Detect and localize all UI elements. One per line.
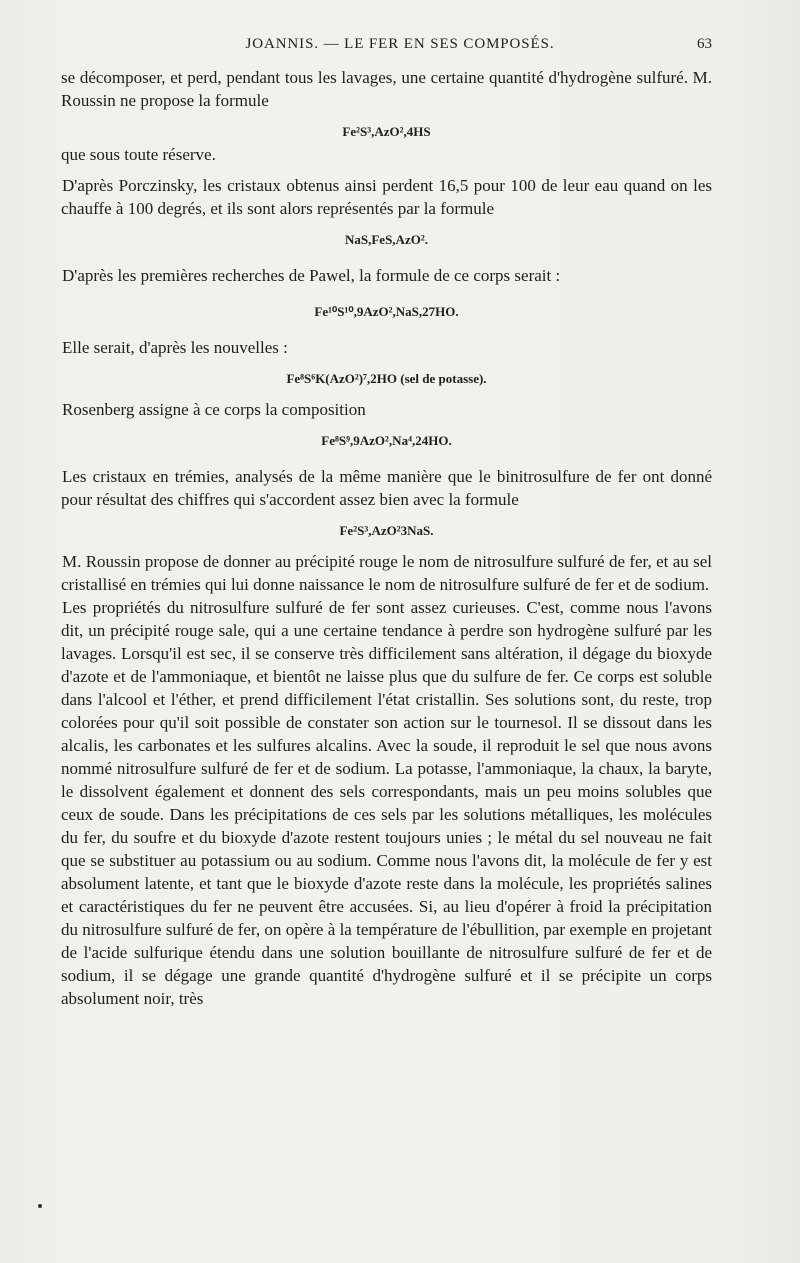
- page-header: [0, 36, 800, 60]
- paragraph-1: se décomposer, et perd, pendant tous les lavages, une certaine quantité d'hydrogène sulfuré. M. Roussin ne propose la formule: [61, 68, 712, 110]
- paragraph-5: Elle serait, d'après les nouvelles :: [62, 338, 288, 357]
- paragraph-8: M. Roussin propose de donner au précipité rouge le nom de nitrosulfure sulfuré de fer, et au sel cristallisé en trémies qui lui donne naissance le nom de nitrosulfure sulfuré de fer et de sodium.: [61, 552, 712, 594]
- formula-4: Fe⁸S⁶K(AzO²)⁷,2HO (sel de potasse).: [286, 371, 487, 386]
- formula-2: NaS,FeS,AzO².: [345, 232, 428, 247]
- formula-5: Fe⁸S⁹,9AzO²,Na⁴,24HO.: [321, 433, 452, 448]
- formula-3: Fe¹⁰S¹⁰,9AzO²,NaS,27HO.: [314, 304, 459, 319]
- paragraph-4: D'après les premières recherches de Pawel, la formule de ce corps serait :: [62, 266, 561, 285]
- formula-6: Fe²S³,AzO²3NaS.: [339, 523, 434, 538]
- paragraph-6: Rosenberg assigne à ce corps la composition: [62, 400, 366, 419]
- page-body: [61, 66, 712, 1010]
- paragraph-2: que sous toute réserve.: [61, 145, 216, 164]
- running-head: JOANNIS. — LE FER EN SES COMPOSÉS.: [245, 36, 555, 52]
- page-number: 63: [697, 36, 712, 52]
- paragraph-7: Les cristaux en trémies, analysés de la même manière que le binitrosulfure de fer ont donné pour résultat des chiffres qui s'accordent assez bien avec la formule: [61, 467, 712, 509]
- formula-1: Fe²S³,AzO²,4HS: [342, 124, 431, 139]
- paragraph-9: Les propriétés du nitrosulfure sulfuré de fer sont assez curieuses. C'est, comme nous l'avons dit, un précipité rouge sale, qui a une certaine tendance à perdre son hydrogène sulfuré par les lavages. Lorsqu'il est sec, il se conserve très difficilement sans altération, il dégage du bioxyde d'azote et de l'ammoniaque, et bientôt ne laisse plus que du sulfure de fer. Ce corps est soluble dans l'alcool et l'éther, et prend difficilement l'état cristallin. Ses solutions sont, du reste, trop colorées pour qu'il soit possible de constater son action sur le tournesol. Il se dissout dans les alcalis, les carbonates et les sulfures alcalins. Avec la soude, il reproduit le sel que nous avons nommé nitrosulfure sulfuré de fer et de sodium. La potasse, l'ammoniaque, la chaux, la baryte, le dissolvent également et donnent des sels correspondants, mais un peu moins solubles que ceux de soude. Dans les précipitations de ces sels par les solutions métalliques, les molécules du fer, du soufre et du bioxyde d'azote restent toujours unies ; le métal du sel nouveau ne fait que se substituer au potassium ou au sodium. Comme nous l'avons dit, la molécule de fer y est absolument latente, et tant que le bioxyde d'azote reste dans la molécule, les propriétés salines et caractéristiques du fer ne peuvent être accusées. Si, au lieu d'opérer à froid la précipitation du nitrosulfure sulfuré de fer, on opère à la température de l'ébullition, par exemple en projetant de l'acide sulfurique étendu dans une solution bouillante de nitrosulfure sulfuré de fer et de sodium, il se dégage une grande quantité d'hydrogène sulfuré et il se précipite un corps absolument noir, très: [61, 598, 712, 1008]
- paragraph-3: D'après Porczinsky, les cristaux obtenus ainsi perdent 16,5 pour 100 de leur eau quand on les chauffe à 100 degrés, et ils sont alors représentés par la formule: [61, 176, 712, 218]
- ink-speck: [38, 1204, 42, 1208]
